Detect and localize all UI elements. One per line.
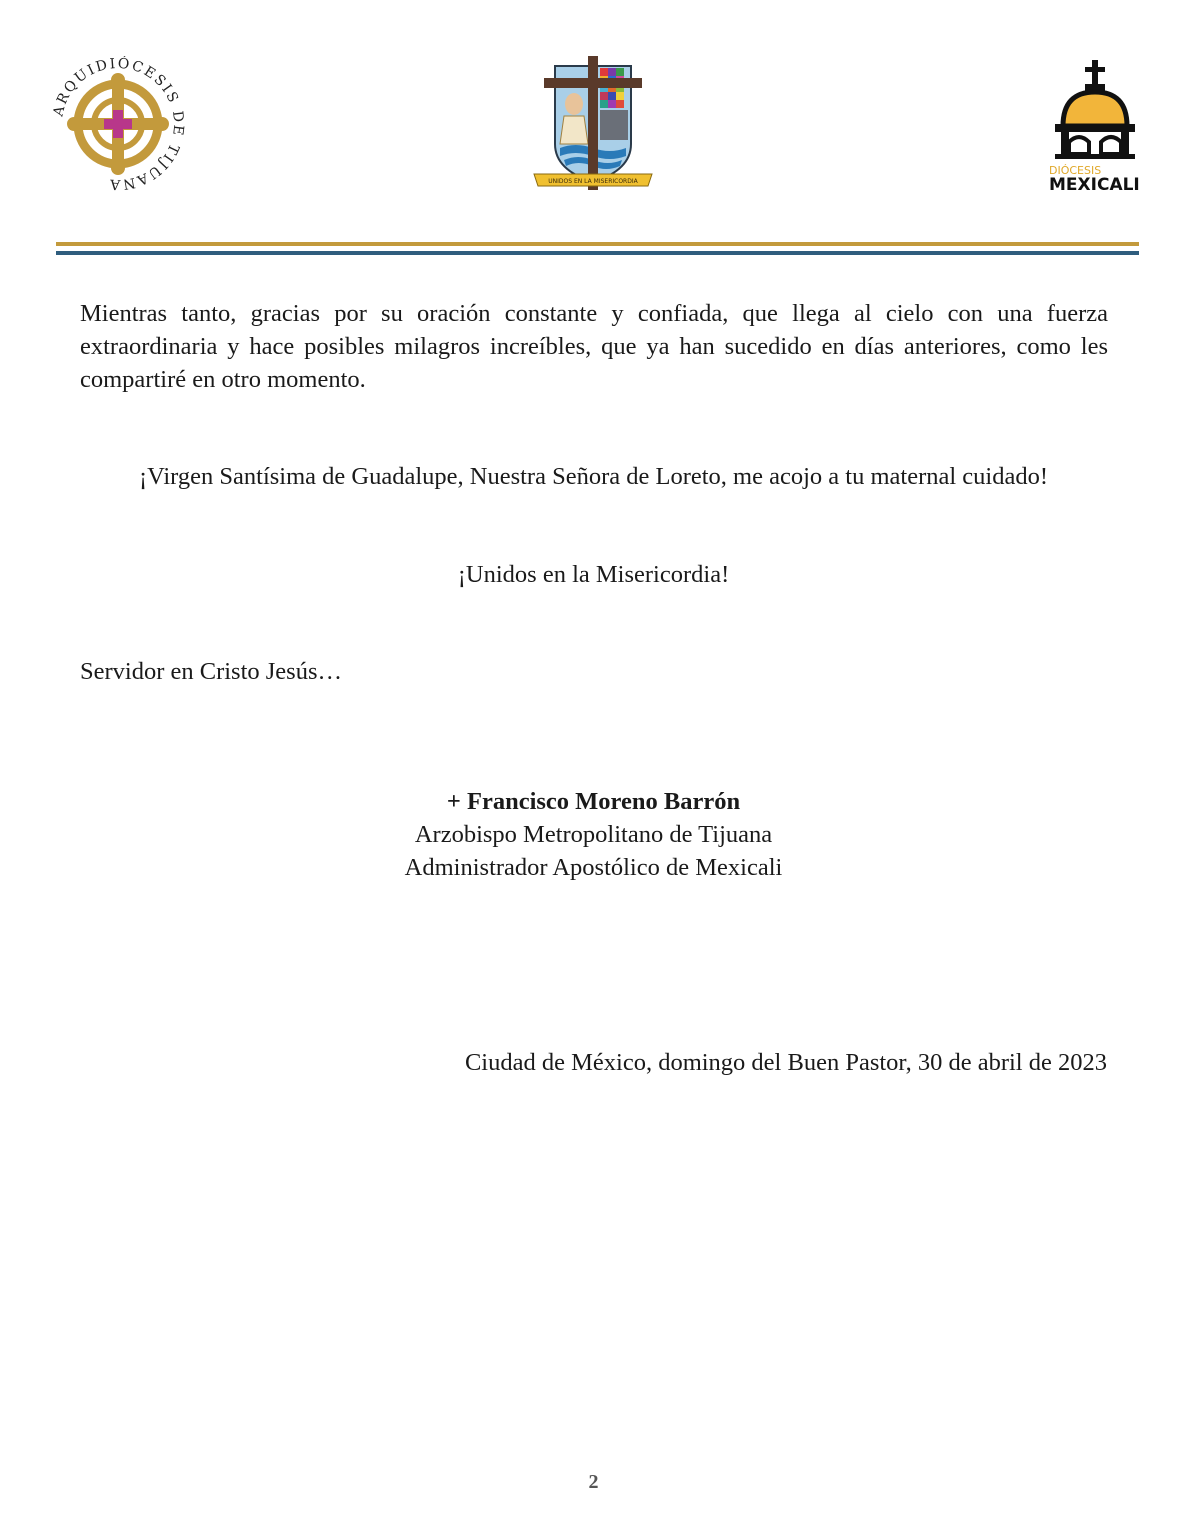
- header-rule-gold: [56, 242, 1139, 246]
- signature-name: + Francisco Moreno Barrón: [446, 788, 741, 815]
- signature-block: [0, 785, 1187, 884]
- date-line: Ciudad de México, domingo del Buen Pastor, 30 de abril de 2023: [464, 1049, 1107, 1076]
- diocesis-mexicali-dome-icon: [1045, 58, 1145, 194]
- page-number: 2: [588, 1471, 599, 1493]
- header-rule-blue: [56, 251, 1139, 255]
- closing-line: Servidor en Cristo Jesús…: [80, 658, 342, 685]
- invocation-line: ¡Virgen Santísima de Guadalupe, Nuestra Señora de Loreto, me acojo a tu maternal cuidado!: [138, 463, 1049, 490]
- tijuana-seal-text: ARQUIDIÓCESIS DE TIJUANA: [50, 56, 186, 192]
- signature-title-1: Arzobispo Metropolitano de Tijuana: [414, 821, 773, 848]
- motto-line: ¡Unidos en la Misericordia!: [457, 561, 730, 588]
- body-paragraph: Mientras tanto, gracias por su oración constante y confiada, que llega al cielo con una fuerza extraordinaria y hace posibles milagros increíbles, que ya han sucedido en días anteriores, como les compartiré en otro momento.: [80, 300, 1108, 393]
- signature-title-2: Administrador Apostólico de Mexicali: [404, 854, 783, 881]
- coat-of-arms-motto: UNIDOS EN LA MISERICORDIA: [548, 178, 638, 185]
- mexicali-logo-line2: MEXICALI: [1049, 175, 1140, 194]
- arquidiocesis-tijuana-seal-icon: [50, 56, 186, 192]
- mexicali-logo-line1: DIÓCESIS: [1049, 164, 1102, 177]
- coat-of-arms-icon: [530, 52, 656, 194]
